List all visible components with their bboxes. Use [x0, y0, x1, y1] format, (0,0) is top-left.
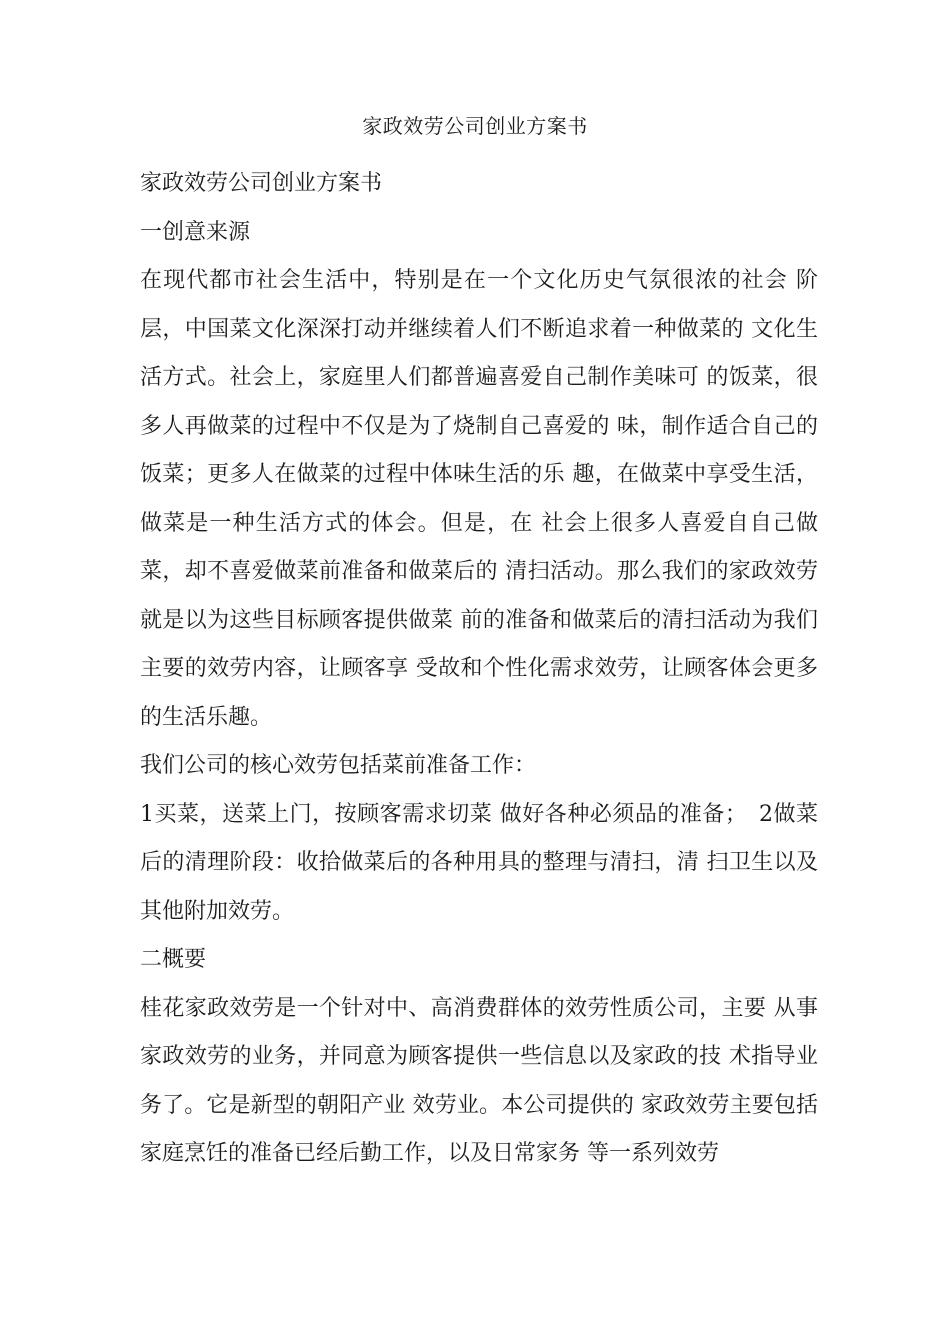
- section-heading-origin: 一创意来源: [140, 219, 251, 245]
- paragraph-subtitle: 家政效劳公司创业方案书: [140, 171, 383, 196]
- paragraph-core-services-list: 1买菜，送菜上门，按顾客需求切菜 做好各种必须品的准备； 2做菜后的清理阶段：收拾做菜后的各种用具的整理与清扫，清 扫卫生以及其他附加效劳。: [140, 801, 818, 924]
- paragraph-core-services-intro: 我们公司的核心效劳包括菜前准备工作：: [140, 753, 537, 778]
- paragraph-overview: 桂花家政效劳是一个针对中、高消费群体的效劳性质公司，主要 从事家政效劳的业务，并同意为顾客提供一些信息以及家政的技 术指导业务了。它是新型的朝阳产业 效劳业。本公司提供的 家政效劳主要包括家庭烹饪的准备已经后勤工作，以及日常家务 等一系列效劳: [140, 995, 818, 1166]
- paragraph-origin: 在现代都市社会生活中，特别是在一个文化历史气氛很浓的社会 阶层，中国菜文化深深打动并继续着人们不断追求着一种做菜的 文化生活方式。社会上，家庭里人们都普遍喜爱自己制作美味可 的饭菜，很多人再做菜的过程中不仅是为了烧制自己喜爱的 味，制作适合自己的饭菜；更多人在做菜的过程中体味生活的乐 趣，在做菜中享受生活，做菜是一种生活方式的体会。但是，在 社会上很多人喜爱自自己做菜，却不喜爱做菜前准备和做菜后的 清扫活动。那么我们的家政效劳就是以为这些目标顾客提供做菜 前的准备和做菜后的清扫活动为我们主要的效劳内容，让顾客享 受故和个性化需求效劳，让顾客体会更多的生活乐趣。: [140, 268, 818, 730]
- document-body: [140, 160, 818, 1179]
- document-title: 家政效劳公司创业方案书: [362, 114, 588, 138]
- section-heading-overview: 二概要: [140, 947, 207, 972]
